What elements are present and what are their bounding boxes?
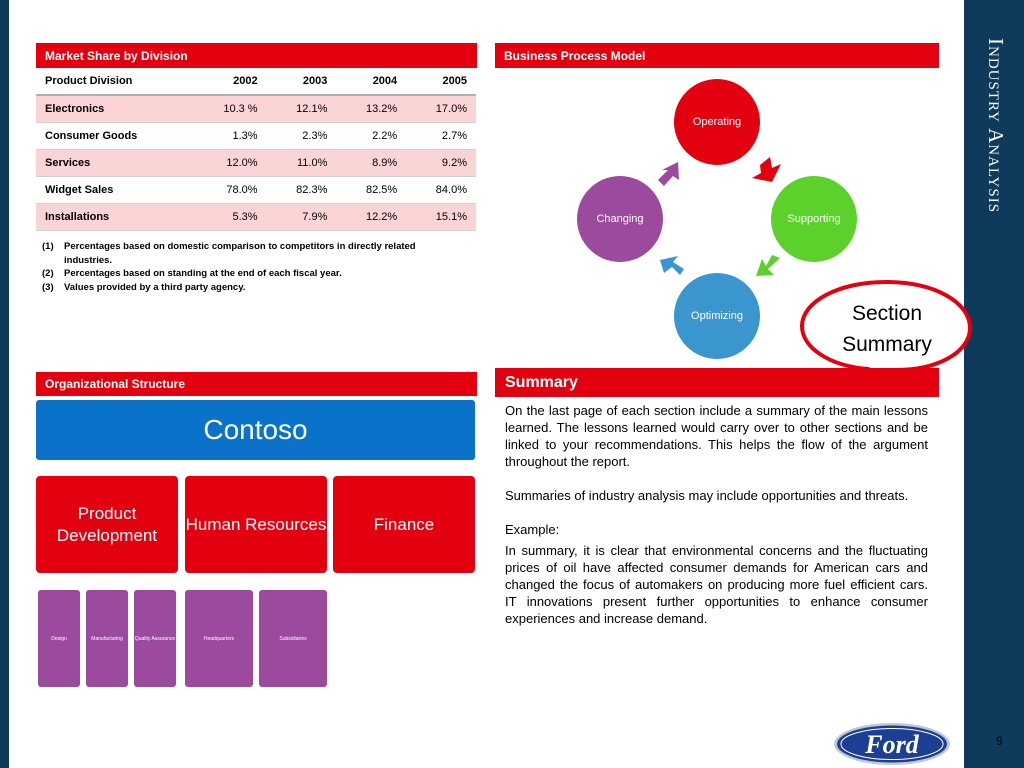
callout-line: Summary [842,333,932,356]
page-number: 9 [996,734,1003,748]
org-box-quality-assurance: Quality Assurance [134,590,176,687]
table-cell: 5.3% [192,204,266,231]
table-cell: Services [36,150,192,177]
optimizing-circle: Optimizing [674,273,760,359]
changing-circle: Changing [577,176,663,262]
table-cell: 2.3% [267,123,337,150]
summary-paragraph: Summaries of industry analysis may include opportunities and threats. [505,488,909,503]
table-header-cell: 2003 [267,68,337,95]
operating-circle: Operating [674,79,760,165]
side-title: Industry Analysis [984,38,1008,214]
summary-header: Summary [495,368,939,397]
org-box-finance: Finance [333,476,475,573]
footnote-number: (3) [42,281,54,293]
footnote [42,267,462,281]
table-cell: 12.1% [267,95,337,123]
org-box-design: Design [38,590,80,687]
table-cell: 2.7% [406,123,476,150]
arrow-up-icon [658,162,679,186]
logo-text: Ford [865,730,919,759]
ford-logo [832,720,952,768]
footnote-number: (1) [42,241,54,252]
table-cell: 9.2% [406,150,476,177]
footnote [42,240,462,267]
org-structure-header: Organizational Structure [36,372,477,396]
footnote-text: Values provided by a third party agency. [64,281,246,293]
footnote [42,281,462,295]
summary-paragraph: Example: [505,522,560,537]
org-box-subsidiaries: Subsidiaries [259,590,327,687]
table-row [36,177,476,204]
table-cell: 12.2% [336,204,406,231]
org-box-headquarters: Headquarters [185,590,253,687]
footnote-text: Percentages based on domestic comparison to competitors in directly related industries. [64,241,416,266]
table-cell: 78.0% [192,177,266,204]
arrow-right-icon [752,157,781,182]
org-box-product-development: Product Development [36,476,178,573]
table-header-cell: 2005 [406,68,476,95]
table-cell: 17.0% [406,95,476,123]
market-share-header: Market Share by Division [36,43,477,68]
left-stripe [0,0,9,768]
table-cell: 84.0% [406,177,476,204]
arrow-down-icon [756,255,780,276]
table-row [36,95,476,123]
supporting-circle: Supporting [771,176,857,262]
table-cell: 12.0% [192,150,266,177]
table-cell: 82.3% [267,177,337,204]
summary-paragraph: In summary, it is clear that environmental concerns and the fluctuating prices of oil have affected consumer demands for American cars and changed the focus of automakers on producing more fuel efficient cars. IT innovations present further opportunities to enhance consumer experiences and increase demand. [505,543,928,626]
table-cell: 2.2% [336,123,406,150]
org-root-box: Contoso [36,400,475,460]
table-cell: 1.3% [192,123,266,150]
table-cell: Consumer Goods [36,123,192,150]
market-share-table [36,68,476,231]
arrow-left-icon [660,256,684,275]
section-summary-callout [800,298,974,360]
table-cell: 11.0% [267,150,337,177]
footnote-text: Percentages based on standing at the end of each fiscal year. [64,268,342,279]
org-box-human-resources: Human Resources [185,476,327,573]
process-model-header: Business Process Model [495,43,939,68]
footnote-number: (2) [42,268,54,279]
org-box-manufacturing: Manufacturing [86,590,128,687]
callout-line: Section [851,302,923,325]
table-row [36,150,476,177]
table-header-cell: 2004 [336,68,406,95]
table-cell: 15.1% [406,204,476,231]
table-header-cell: 2002 [192,68,266,95]
table-cell: 13.2% [336,95,406,123]
summary-body [505,402,928,644]
table-cell: 8.9% [336,150,406,177]
table-cell: Electronics [36,95,192,123]
summary-paragraph: On the last page of each section include a summary of the main lessons learned. The lessons learned would carry over to other sections and be linked to your recommendations. This helps the flow of the argument throughout the report. [505,403,928,469]
table-cell: Installations [36,204,192,231]
table-cell: 10.3 % [192,95,266,123]
table-cell: Widget Sales [36,177,192,204]
table-header-cell: Product Division [36,68,192,95]
table-header-row [36,68,476,95]
table-row [36,123,476,150]
footnotes [42,240,462,294]
table-cell: 82.5% [336,177,406,204]
table-cell: 7.9% [267,204,337,231]
table-row [36,204,476,231]
